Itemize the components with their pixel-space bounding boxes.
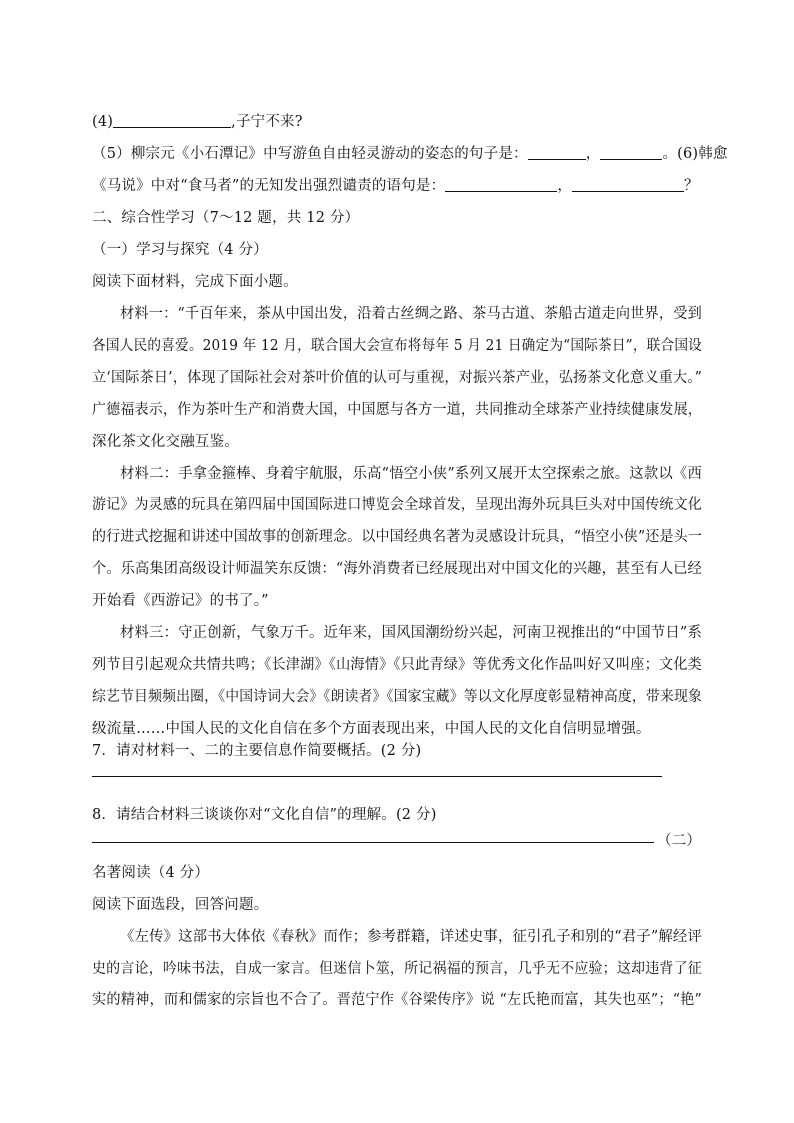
question-4-line [92,110,303,131]
passage-line: 实的精神，而和儒家的宗旨也不合了。晋范宁作《谷梁传序》说 “左氏艳而富，其失也巫”；“艳” [92,992,702,1008]
material-line: 深化茶文化交融互鉴。 [92,433,239,450]
question-5-line [92,142,728,163]
q4-suffix: ,子宁不来? [231,114,303,130]
material-line: 立‘国际茶日’，体现了国际社会对茶叶价值的认可与重视，对振兴茶产业，弘扬茶文化意义重大。” [92,369,702,386]
q6-start: 。(6)韩愈 [662,146,728,162]
q6-separator: ， [557,178,573,194]
question-7: 7．请对材料一、二的主要信息作简要概括。(2 分) [92,743,422,759]
material-line: 级流量……中国人民的文化自信在多个方面表现出来，中国人民的文化自信明显增强。 [92,720,651,737]
q6-answer-blank-2[interactable] [572,177,684,192]
q5-text: （5）柳宗元《小石潭记》中写游鱼自由轻灵游动的姿态的句子是： [92,146,528,162]
part-1-heading: （一）学习与探究（4 分） [92,242,268,258]
q5-answer-blank-1[interactable] [528,145,586,160]
part-2-label: （二） [657,833,702,849]
material-line: 广德福表示，作为茶叶生产和消费大国，中国愿与各方一道，共同推动全球茶产业持续健康发展， [92,401,702,418]
material-line: 各国人民的喜爱。2019 年 12 月，联合国大会宣布将每年 5 月 21 日确定为“国际茶日”，联合国设 [92,337,702,354]
instruction-1: 阅读下面材料，完成下面小题。 [92,274,298,290]
material-line: 列节目引起观众共情共鸣；《长津湖》《山海情》《只此青绿》等优秀文化作品叫好又叫座；文化类 [92,656,702,673]
passage-line: 史的言论，吟味书法，自成一家言。但迷信卜筮，所记祸福的预言，几乎无不应验；这却违背了征 [92,960,702,977]
material-line: 综艺节目频频出圈，《中国诗词大会》《朗读者》《国家宝藏》等以文化厚度彰显精神高度，带来现象 [92,688,702,705]
section-2-heading: 二、综合性学习（7～12 题，共 12 分） [92,210,360,226]
material-line: 的行进式挖掘和讲述中国故事的创新理念。以中国经典名著为灵感设计玩具，“悟空小侠”还是头一 [92,529,702,546]
q4-answer-blank[interactable] [113,113,231,128]
q6-answer-blank-1[interactable] [445,177,557,192]
q5-separator: ， [585,146,601,162]
material-line: 开始看《西游记》的书了。” [92,593,269,610]
material-line: 材料二：手拿金箍棒、身着宇航服，乐高“悟空小侠”系列又展开太空探索之旅。这款以《西 [120,465,702,482]
q5-answer-blank-2[interactable] [600,145,662,160]
material-line: 材料三：守正创新，气象万千。近年来，国风国潮纷纷兴起，河南卫视推出的“中国节日”系 [120,625,702,641]
instruction-2: 阅读下面选段，回答问题。 [92,897,269,913]
material-line: 个。乐高集团高级设计师温笑东反馈：“海外消费者已经展现出对中国文化的兴趣，甚至有人已经 [92,561,702,578]
q6-text: 《马说》中对“食马者”的无知发出强烈谴责的语句是： [92,178,446,194]
material-line: 游记》为灵感的玩具在第四届中国国际进口博览会全球首发，呈现出海外玩具巨头对中国传统文化 [92,497,702,514]
question-6-line [92,174,699,195]
q4-prefix: (4) [92,114,114,130]
passage-line: 《左传》这部书大体依《春秋》而作；参考群籍，详述史事，征引孔子和别的“君子”解经评 [120,929,702,945]
material-line: 材料一：“千百年来，茶从中国出发，沿着古丝绸之路、茶马古道、茶船古道走向世界，受到 [120,306,702,322]
part-2-heading: 名著阅读（4 分） [92,865,210,881]
q8-answer-line[interactable] [92,842,654,843]
q7-answer-line[interactable] [92,776,662,777]
question-8: 8．请结合材料三谈谈你对“文化自信”的理解。(2 分) [92,807,437,823]
q6-end: ？ [684,178,699,194]
